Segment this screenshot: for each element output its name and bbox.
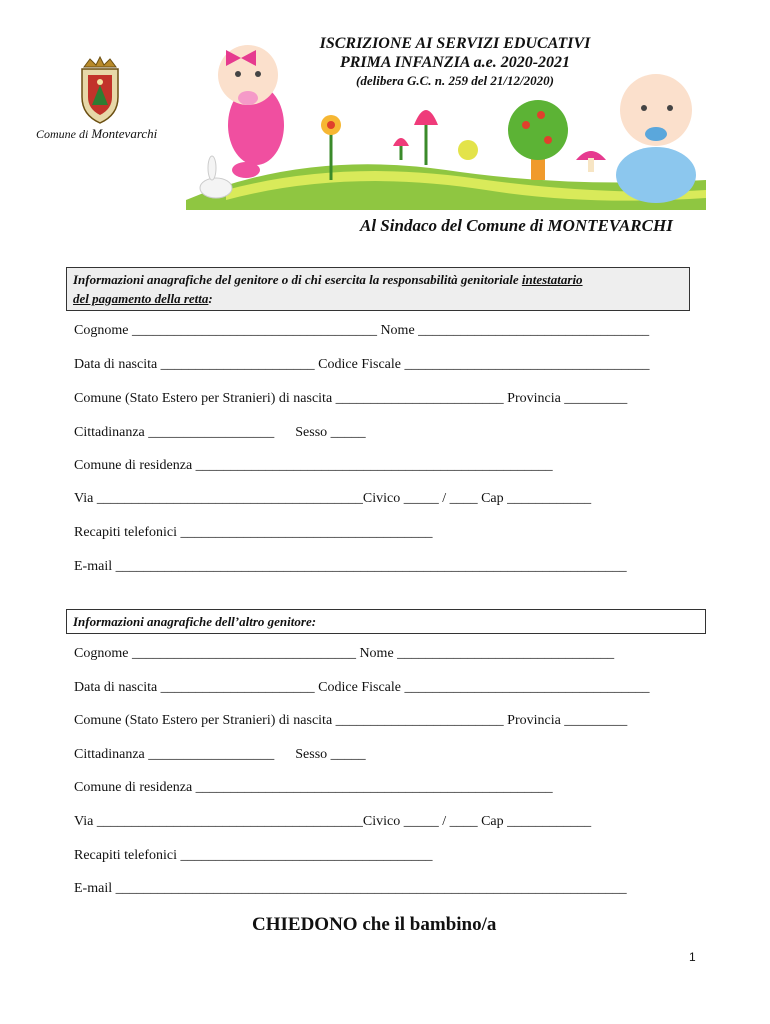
section-heading-other-parent: Informazioni anagrafiche dell’altro genitore:	[66, 609, 706, 634]
field-residence-2[interactable]: Comune di residenza ___________________________________________________	[74, 780, 553, 795]
section-heading-text: Informazioni anagrafiche del genitore o di chi esercita la responsabilità genitoriale	[73, 272, 522, 287]
field-birthplace-province-2[interactable]: Comune (Stato Estero per Stranieri) di nascita ________________________ Provincia _________	[74, 713, 628, 728]
field-phone-2[interactable]: Recapiti telefonici ____________________________________	[74, 848, 433, 863]
request-heading: CHIEDONO che il bambino/a	[252, 914, 497, 935]
field-citizenship-sex-2[interactable]: Cittadinanza __________________ Sesso _____	[74, 747, 366, 762]
addressee: Al Sindaco del Comune di MONTEVARCHI	[360, 216, 673, 235]
comune-name: Montevarchi	[91, 126, 158, 141]
section-heading-colon: :	[208, 291, 213, 306]
field-residence[interactable]: Comune di residenza ___________________________________________________	[74, 458, 553, 473]
field-phone[interactable]: Recapiti telefonici ____________________________________	[74, 525, 433, 540]
coat-of-arms-logo	[74, 55, 126, 125]
comune-label	[36, 126, 157, 142]
deliberation-reference: (delibera G.C. n. 259 del 21/12/2020)	[356, 73, 554, 88]
field-birthdate-taxcode-2[interactable]: Data di nascita ______________________ Codice Fiscale ___________________________________	[74, 680, 650, 695]
form-subtitle: PRIMA INFANZIA a.e. 2020-2021	[339, 54, 571, 71]
form-title: ISCRIZIONE AI SERVIZI EDUCATIVI	[319, 35, 591, 52]
field-address-2[interactable]: Via ______________________________________Civico _____ / ____ Cap ____________	[74, 814, 592, 829]
section-heading-parent	[66, 267, 690, 311]
field-birthdate-taxcode[interactable]: Data di nascita ______________________ Codice Fiscale ___________________________________	[74, 357, 650, 372]
section-heading-underlined: intestatario	[521, 272, 583, 287]
field-surname-name-2[interactable]: Cognome ________________________________ Nome _______________________________	[74, 646, 615, 661]
field-surname-name[interactable]: Cognome ___________________________________ Nome _________________________________	[74, 323, 650, 338]
field-email-2[interactable]: E-mail _________________________________________________________________________	[74, 881, 627, 896]
field-citizenship-sex[interactable]: Cittadinanza __________________ Sesso _____	[74, 425, 366, 440]
comune-prefix: Comune di	[36, 127, 89, 141]
section-heading-underlined-2: del pagamento della retta	[73, 291, 209, 306]
field-birthplace-province[interactable]: Comune (Stato Estero per Stranieri) di nascita ________________________ Provincia _________	[74, 391, 628, 406]
page-number: 1	[689, 950, 696, 964]
field-address[interactable]: Via ______________________________________Civico _____ / ____ Cap ____________	[74, 491, 592, 506]
field-email[interactable]: E-mail _________________________________________________________________________	[74, 559, 627, 574]
